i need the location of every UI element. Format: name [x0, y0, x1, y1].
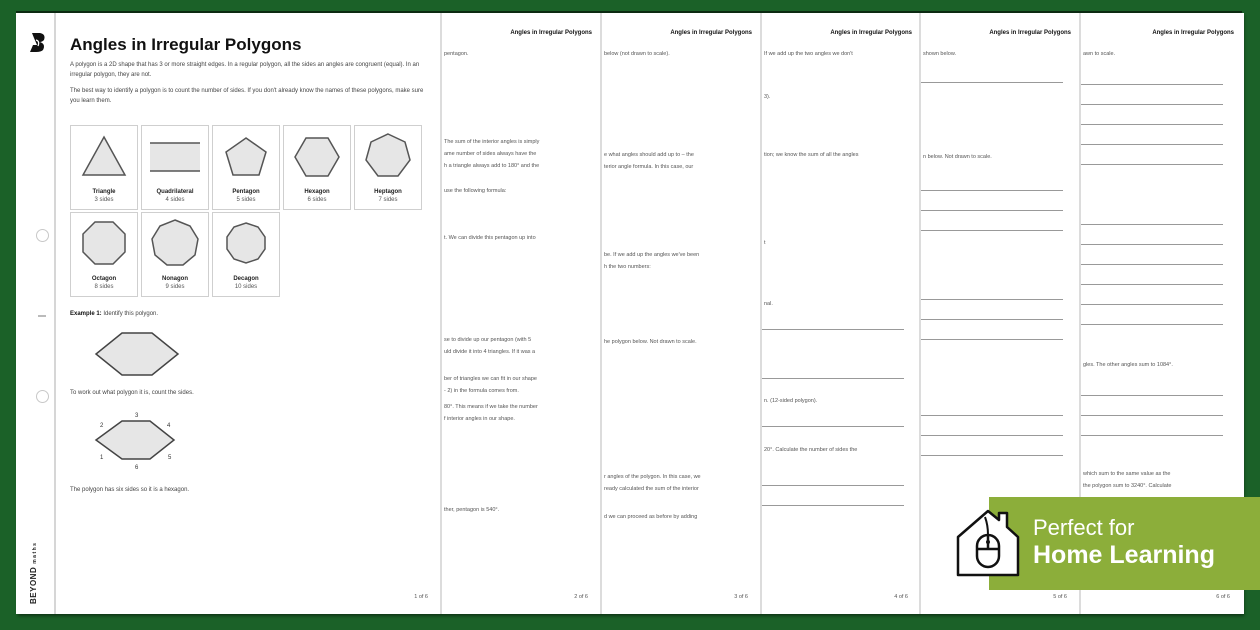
polygon-card-hexagon: Hexagon 6 sides — [283, 125, 351, 210]
page-2 — [440, 13, 602, 614]
answer-line — [1081, 144, 1223, 145]
text-line: ber of triangles we can fit in our shape — [444, 376, 537, 382]
page-header: Angles in Irregular Polygons — [670, 30, 752, 36]
answer-line — [921, 455, 1063, 456]
answer-line — [1081, 244, 1223, 245]
svg-text:3: 3 — [135, 413, 139, 419]
answer-line — [921, 435, 1063, 436]
text-line: f interior angles in our shape. — [444, 416, 515, 422]
answer-line — [1081, 224, 1223, 225]
answer-line — [1081, 84, 1223, 85]
polygon-card-nonagon: Nonagon 9 sides — [141, 212, 209, 297]
text-line: use the following formula: — [444, 188, 507, 194]
answer-line — [1081, 264, 1223, 265]
text-line: 3). — [764, 94, 771, 100]
answer-line — [762, 329, 904, 330]
answer-line — [1081, 395, 1223, 396]
answer-line — [921, 82, 1063, 83]
answer-line — [762, 505, 904, 506]
answer-line — [921, 210, 1063, 211]
house-mouse-icon — [955, 507, 1021, 577]
page-number: 4 of 6 — [894, 594, 908, 600]
page-1 — [56, 13, 442, 614]
page-number: 2 of 6 — [574, 594, 588, 600]
page-number: 6 of 6 — [1216, 594, 1230, 600]
beyond-logo-icon — [29, 31, 47, 53]
answer-line — [1081, 415, 1223, 416]
page-number: 1 of 6 — [414, 594, 428, 600]
text-line: ame number of sides always have the — [444, 151, 537, 157]
text-line: uld divide it into 4 triangles. If it was a — [444, 349, 536, 355]
text-line: - 2) in the formula comes from. — [444, 388, 519, 394]
text-line: n. (12-sided polygon). — [764, 398, 818, 404]
page-number: 3 of 6 — [734, 594, 748, 600]
text-line: If we add up the two angles we don't — [764, 51, 853, 57]
answer-line — [1081, 164, 1223, 165]
hexagon-icon — [292, 131, 342, 181]
polygon-card-octagon: Octagon 8 sides — [70, 212, 138, 297]
triangle-icon — [79, 131, 129, 181]
polygon-card-triangle: Triangle 3 sides — [70, 125, 138, 210]
page-header: Angles in Irregular Polygons — [510, 30, 592, 36]
text-line: t. We can divide this pentagon up into — [444, 235, 536, 241]
polygon-card-pentagon: Pentagon 5 sides — [212, 125, 280, 210]
text-line: h the two numbers: — [604, 264, 651, 270]
punch-hole-icon — [36, 390, 49, 403]
text-line: e what angles should add up to – the — [604, 152, 694, 158]
labelled-hexagon-icon — [86, 409, 186, 471]
binding-gutter — [16, 13, 56, 614]
page-title: Angles in Irregular Polygons — [70, 35, 302, 54]
text-line: 20°. Calculate the number of sides the — [764, 447, 858, 453]
home-learning-badge — [989, 497, 1260, 590]
conclusion-text: The polygon has six sides so it is a hexagon. — [70, 487, 190, 493]
text-line: awn to scale. — [1083, 51, 1116, 57]
text-line: h a triangle always add to 180° and the — [444, 163, 540, 169]
answer-line — [1081, 284, 1223, 285]
text-line: pentagon. — [444, 51, 469, 57]
polygon-card-decagon: Decagon 10 sides — [212, 212, 280, 297]
instruction-text: To work out what polygon it is, count the sides. — [70, 390, 194, 396]
intro-paragraph-2: The best way to identify a polygon is to count the number of sides. If you don't already know the names of these polygons, make sure you learn them. — [70, 88, 424, 104]
text-line: terior angle formula. In this case, our — [604, 164, 694, 170]
page-4 — [760, 13, 922, 614]
fold-mark — [38, 315, 46, 317]
text-line: t — [764, 240, 766, 246]
page-number: 5 of 6 — [1053, 594, 1067, 600]
page-header: Angles in Irregular Polygons — [989, 30, 1071, 36]
answer-line — [921, 230, 1063, 231]
text-line: n below. Not drawn to scale. — [923, 154, 992, 160]
text-line: shown below. — [923, 51, 957, 57]
answer-line — [1081, 304, 1223, 305]
text-line: ready calculated the sum of the interior — [604, 486, 699, 492]
text-line: the polygon sum to 3240°. Calculate — [1083, 483, 1172, 489]
polygon-card-heptagon: Heptagon 7 sides — [354, 125, 422, 210]
punch-hole-icon — [36, 229, 49, 242]
text-line: 80°. This means if we take the number — [444, 404, 538, 410]
quadrilateral-icon — [150, 131, 200, 181]
nonagon-icon — [150, 218, 200, 268]
heptagon-icon — [363, 131, 413, 181]
svg-text:5: 5 — [168, 455, 172, 461]
text-line: gles. The other angles sum to 1084°. — [1083, 362, 1173, 368]
brand-label: BEYONDmaths — [29, 541, 38, 604]
answer-line — [1081, 124, 1223, 125]
badge-line-1: Perfect for — [1033, 515, 1135, 540]
answer-line — [1081, 104, 1223, 105]
answer-line — [921, 299, 1063, 300]
answer-line — [762, 426, 904, 427]
text-line: nal. — [764, 301, 773, 307]
answer-line — [921, 190, 1063, 191]
badge-line-2: Home Learning — [1033, 541, 1215, 569]
polygon-card-quadrilateral: Quadrilateral 4 sides — [141, 125, 209, 210]
example-heading: Example 1: Identify this polygon. — [70, 311, 159, 317]
text-line: below (not drawn to scale). — [604, 51, 670, 57]
page-3 — [600, 13, 762, 614]
page-header: Angles in Irregular Polygons — [1152, 30, 1234, 36]
svg-text:4: 4 — [167, 423, 171, 429]
decagon-icon — [221, 218, 271, 268]
text-line: se to divide up our pentagon (with 5 — [444, 337, 532, 343]
answer-line — [762, 485, 904, 486]
octagon-icon — [79, 218, 129, 268]
answer-line — [1081, 324, 1223, 325]
answer-line — [1081, 435, 1223, 436]
text-line: which sum to the same value as the — [1083, 471, 1171, 477]
svg-text:2: 2 — [100, 423, 104, 429]
text-line: d we can proceed as before by adding — [604, 514, 698, 520]
svg-text:1: 1 — [100, 455, 104, 461]
text-line: The sum of the interior angles is simply — [444, 139, 540, 145]
pentagon-icon — [221, 131, 271, 181]
answer-line — [921, 415, 1063, 416]
text-line: ther, pentagon is 540°. — [444, 507, 500, 513]
text-line: tion; we know the sum of all the angles — [764, 152, 859, 158]
page-header: Angles in Irregular Polygons — [830, 30, 912, 36]
answer-line — [921, 319, 1063, 320]
text-line: be. If we add up the angles we've been — [604, 252, 700, 258]
answer-line — [921, 339, 1063, 340]
text-line: r angles of the polygon. In this case, we — [604, 474, 701, 480]
text-line: he polygon below. Not drawn to scale. — [604, 339, 697, 345]
answer-line — [762, 378, 904, 379]
svg-text:6: 6 — [135, 465, 139, 471]
intro-paragraph-1: A polygon is a 2D shape that has 3 or more straight edges. In a regular polygon, all the sides an angles are congruent (equal). In an irregular polygon, they are not. — [70, 62, 420, 78]
example-hexagon-icon — [94, 331, 180, 377]
